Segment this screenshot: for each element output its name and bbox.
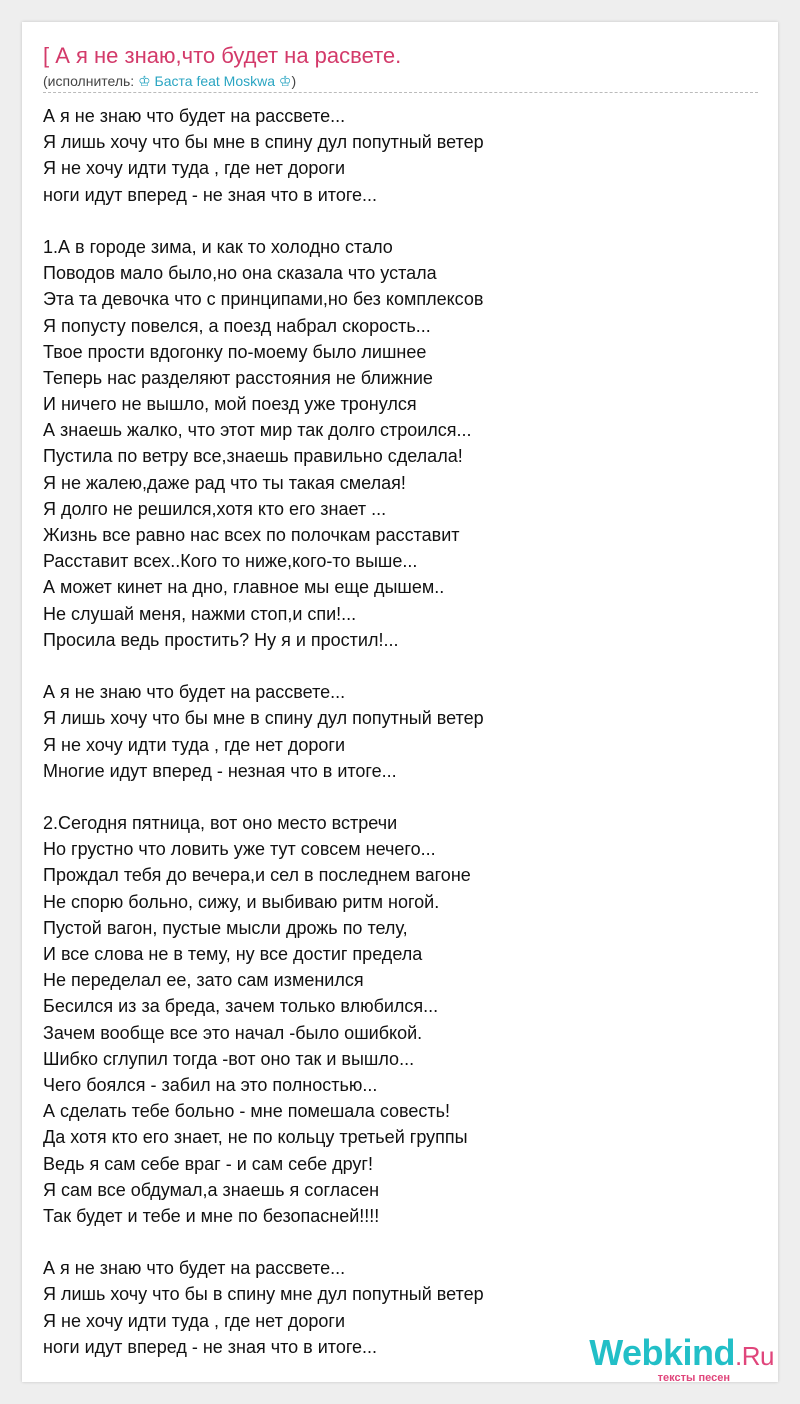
lyric-line: Я не хочу идти туда , где нет дороги — [43, 1310, 345, 1331]
lyric-line: Так будет и тебе и мне по безопасней!!!! — [43, 1205, 380, 1226]
watermark-brand: Webkind — [589, 1332, 736, 1373]
lyric-line: Я сам все обдумал,а знаешь я согласен — [43, 1179, 380, 1200]
lyric-line: Я не жалею,даже рад что ты такая смелая! — [43, 472, 406, 493]
lyric-line: Я лишь хочу что бы мне в спину дул попутный ветер — [43, 708, 484, 729]
lyric-line: Твое прости вдогонку по-моему было лишнее — [43, 341, 427, 362]
lyric-line: ноги идут вперед - не зная что в итоге... — [43, 1336, 378, 1357]
lyric-line: Теперь нас разделяют расстояния не ближние — [43, 367, 433, 388]
lyric-line: Эта та девочка что с принципами,но без комплексов — [43, 289, 484, 310]
lyric-line: А может кинет на дно, главное мы еще дышем.. — [43, 577, 445, 598]
lyric-line: Зачем вообще все это начал -было ошибкой. — [43, 1022, 423, 1043]
lyric-line: Расставит всех..Кого то ниже,кого-то выше... — [43, 551, 418, 572]
watermark-logo — [589, 1332, 774, 1374]
lyric-line: Я лишь хочу что бы мне в спину дул попутный ветер — [43, 132, 484, 153]
lyric-line: Пустила по ветру все,знаешь правильно сделала! — [43, 446, 463, 467]
webkind-watermark — [589, 1332, 774, 1384]
lyric-line: Не спорю больно, сижу, и выбиваю ритм ногой. — [43, 891, 440, 912]
lyric-line — [43, 208, 758, 234]
artist-line — [43, 72, 296, 90]
lyric-line: Да хотя кто его знает, не по кольцу третьей группы — [43, 1127, 468, 1148]
lyric-line: А сделать тебе больно - мне помешала совесть! — [43, 1101, 451, 1122]
lyric-line: 1.А в городе зима, и как то холодно стало — [43, 236, 393, 257]
lyric-line: И ничего не вышло, мой поезд уже тронулся — [43, 394, 417, 415]
title-divider — [43, 92, 758, 93]
lyric-line: Ведь я сам себе враг - и сам себе друг! — [43, 1153, 373, 1174]
lyric-line: Пустой вагон, пустые мысли дрожь по телу, — [43, 917, 408, 938]
lyric-line: Но грустно что ловить уже тут совсем нечего... — [43, 839, 436, 860]
lyric-line: Я не хочу идти туда , где нет дороги — [43, 734, 345, 755]
lyric-line: ноги идут вперед - не зная что в итоге... — [43, 184, 378, 205]
watermark-tagline: тексты песен — [657, 1372, 730, 1384]
artist-suffix: ) — [291, 73, 297, 89]
lyric-line: Я лишь хочу что бы в спину мне дул попутный ветер — [43, 1284, 484, 1305]
lyric-line — [43, 1229, 758, 1255]
song-title: [ А я не знаю,что будет на расвете. — [43, 43, 402, 68]
lyric-line: Я долго не решился,хотя кто его знает ... — [43, 498, 387, 519]
lyric-line: А я не знаю что будет на рассвете... — [43, 682, 346, 703]
artist-link[interactable]: ♔ Баста feat Moskwa ♔ — [138, 73, 292, 89]
lyric-line: Я попусту повелся, а поезд набрал скорость... — [43, 315, 431, 336]
lyric-line: Бесился из за бреда, зачем только влюбился... — [43, 996, 439, 1017]
lyric-line: А знаешь жалко, что этот мир так долго строился... — [43, 420, 472, 441]
lyric-line: Не слушай меня, нажми стоп,и спи!... — [43, 603, 357, 624]
lyric-line — [43, 653, 758, 679]
lyric-line: Чего боялся - забил на это полностью... — [43, 1074, 378, 1095]
lyric-line: Жизнь все равно нас всех по полочкам расставит — [43, 525, 460, 545]
lyric-line — [43, 784, 758, 810]
lyric-line: А я не знаю что будет на рассвете... — [43, 106, 346, 126]
lyric-line: Поводов мало было,но она сказала что устала — [43, 263, 437, 284]
lyric-line: И все слова не в тему, ну все достиг предела — [43, 944, 423, 964]
lyric-line: Многие идут вперед - незная что в итоге... — [43, 760, 397, 781]
lyric-line: Я не хочу идти туда , где нет дороги — [43, 158, 345, 179]
lyrics-text — [43, 103, 758, 1360]
watermark-domain: .Ru — [735, 1341, 774, 1371]
artist-prefix: (исполнитель: — [43, 73, 139, 89]
lyric-line: Шибко сглупил тогда -вот оно так и вышло... — [43, 1048, 415, 1069]
lyric-line: Не переделал ее, зато сам изменился — [43, 970, 364, 991]
lyric-line: Прождал тебя до вечера,и сел в последнем вагоне — [43, 865, 471, 886]
lyric-line: 2.Сегодня пятница, вот оно место встречи — [43, 813, 398, 834]
lyric-line: Просила ведь простить? Ну я и простил!... — [43, 629, 399, 650]
lyric-line: А я не знаю что будет на рассвете... — [43, 1258, 346, 1279]
